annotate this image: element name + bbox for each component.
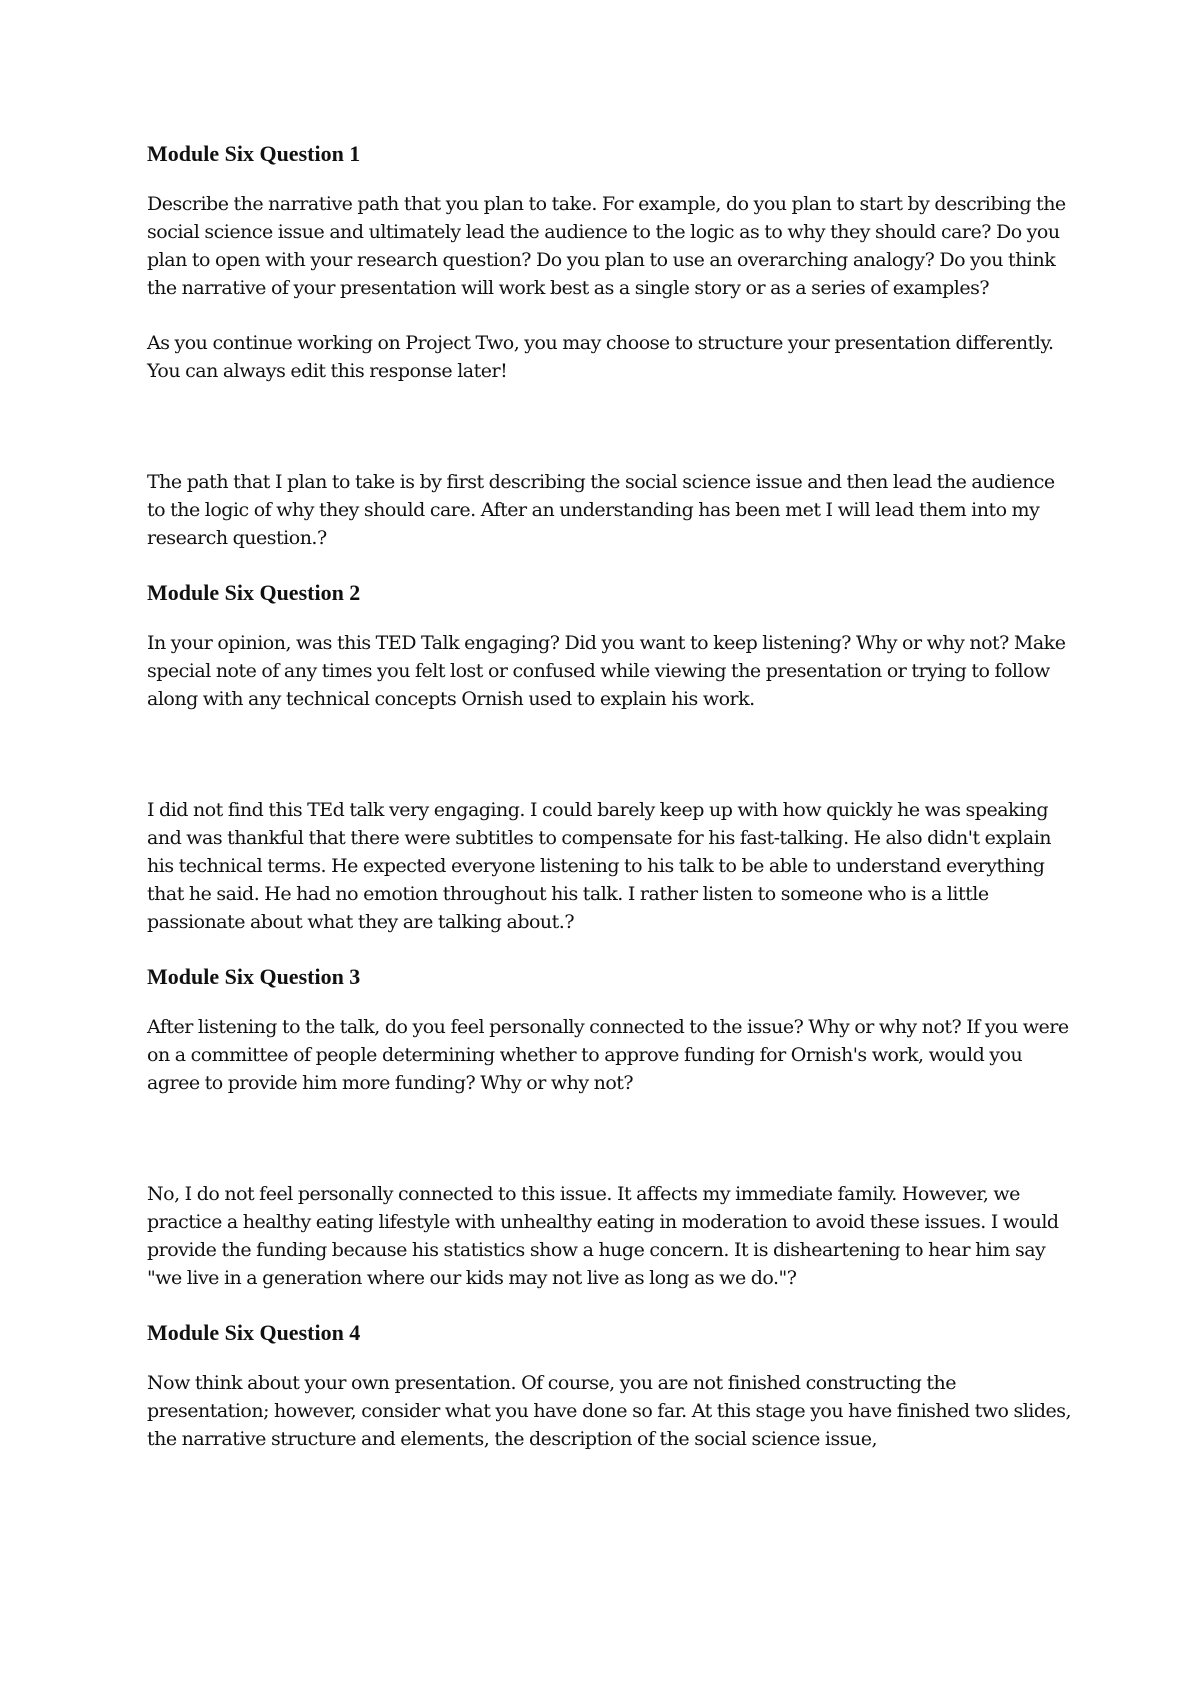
question-4-heading: Module Six Question 4 <box>147 1320 361 1345</box>
question-2-heading: Module Six Question 2 <box>147 580 361 605</box>
question-2-answer: I did not find this TEd talk very engaging. I could barely keep up with how quickly he was speaking and was thankful that there were subtitles to compensate for his fast-talking. He also didn't explain his technical terms. He expected everyone listening to his talk to be able to understand everything that he said. He had no emotion throughout his talk. I rather listen to someone who is a little passionate about what they are talking about.? <box>147 799 1052 933</box>
question-3-prompt-paragraph-1: After listening to the talk, do you feel personally connected to the issue? Why or why not? If you were on a committee of people determining whether to approve funding for Ornish's work, would you agree to provide him more funding? Why or why not? <box>147 1016 1069 1094</box>
question-1-prompt-paragraph-2: As you continue working on Project Two, you may choose to structure your presentation differently. You can always edit this response later! <box>147 332 1054 382</box>
question-1-heading: Module Six Question 1 <box>147 141 361 166</box>
question-2-prompt-paragraph-1: In your opinion, was this TED Talk engaging? Did you want to keep listening? Why or why not? Make special note of any times you felt lost or confused while viewing the presentation or trying to follow along with any technical concepts Ornish used to explain his work. <box>147 632 1066 710</box>
question-4-prompt-paragraph-1: Now think about your own presentation. Of course, you are not finished constructing the presentation; however, consider what you have done so far. At this stage you have finished two slides, the narrative structure and elements, the description of the social science issue, <box>147 1372 1072 1450</box>
question-1-prompt-paragraph-1: Describe the narrative path that you plan to take. For example, do you plan to start by describing the social science issue and ultimately lead the audience to the logic as to why they should care? Do you plan to open with your research question? Do you plan to use an overarching analogy? Do you think the narrative of your presentation will work best as a single story or as a series of examples? <box>147 193 1066 299</box>
question-3-answer: No, I do not feel personally connected to this issue. It affects my immediate family. However, we practice a healthy eating lifestyle with unhealthy eating in moderation to avoid these issues. I would provide the funding because his statistics show a huge concern. It is disheartening to hear him say "we live in a generation where our kids may not live as long as we do."? <box>147 1183 1059 1289</box>
question-3-heading: Module Six Question 3 <box>147 964 361 989</box>
document-page <box>147 140 1072 1453</box>
question-1-answer: The path that I plan to take is by first describing the social science issue and then lead the audience to the logic of why they should care. After an understanding has been met I will lead them into my research question.? <box>147 471 1055 549</box>
